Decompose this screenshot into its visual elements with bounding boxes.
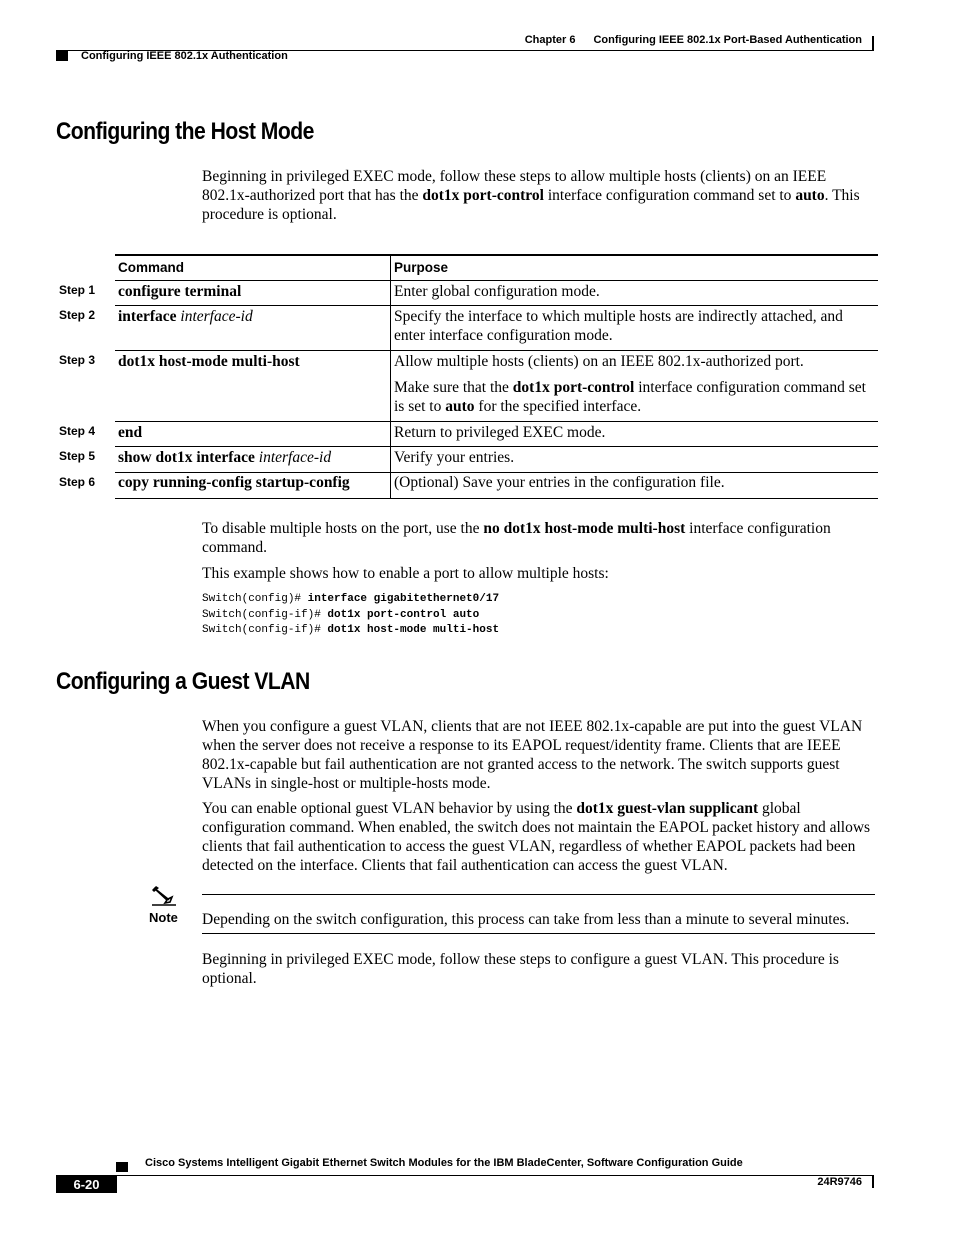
text: You can enable optional guest VLAN behavior by using the xyxy=(202,800,577,817)
col-divider xyxy=(390,447,391,472)
page-number: 6-20 xyxy=(56,1175,117,1193)
code-prompt: Switch(config-if)# xyxy=(202,608,328,621)
purpose-cell: Verify your entries. xyxy=(394,449,515,466)
command-cell xyxy=(118,307,253,326)
table-row xyxy=(59,447,878,473)
col-purpose-header: Purpose xyxy=(394,260,449,275)
col-divider xyxy=(390,422,391,446)
command-argument: interface-id xyxy=(258,449,332,466)
command-keyword: no dot1x host-mode multi-host xyxy=(483,520,686,537)
col-divider xyxy=(390,306,391,350)
section-title-guest-vlan: Configuring a Guest VLAN xyxy=(56,668,310,695)
command-keyword: dot1x port-control xyxy=(512,379,635,396)
command-cell xyxy=(118,352,300,371)
step-label: Step 3 xyxy=(59,353,96,367)
command-keyword: auto xyxy=(795,187,825,204)
purpose-cell: Enter global configuration mode. xyxy=(394,283,600,300)
section-title-host-mode: Configuring the Host Mode xyxy=(56,118,314,145)
header-vertical-bar xyxy=(872,36,874,50)
text: global configuration command. When enabled, the switch does not maintain the EAPOL packet history and allows clients that fail authentication to access the guest VLAN, regardless of whether EAPOL packets had been detected on the interface. Clients that fail authentication can access the guest VLAN. xyxy=(202,800,871,874)
header-marker xyxy=(56,51,68,61)
text: To disable multiple hosts on the port, use the xyxy=(202,520,484,537)
table-row xyxy=(59,422,878,447)
step-label: Step 5 xyxy=(59,449,96,463)
chapter-title: Configuring IEEE 802.1x Port-Based Authentication xyxy=(593,34,862,46)
code-command: dot1x port-control auto xyxy=(327,608,480,621)
step-label: Step 1 xyxy=(59,283,96,297)
command-keyword: show dot1x interface xyxy=(118,449,255,466)
footer-marker xyxy=(116,1162,128,1172)
code-example xyxy=(202,592,499,639)
note-top-rule xyxy=(202,894,875,895)
purpose-cell: Specify the interface to which multiple hosts are indirectly attached, and enter interface configuration mode. xyxy=(394,308,843,344)
text: interface configuration command set is set to xyxy=(394,379,866,415)
code-prompt: Switch(config-if)# xyxy=(202,624,328,636)
table-row xyxy=(59,281,878,306)
text: . This procedure is optional. xyxy=(202,187,860,223)
guest-vlan-paragraph-1: When you configure a guest VLAN, clients that are not IEEE 802.1x-capable are put into the guest VLAN when the server does not receive a response to its EAPOL request/identity frame. Clients that are IEEE 802.1x-capable but fail authentication are not granted access to the network. The switch supports guest VLANs in single-host or multiple-hosts mode. xyxy=(202,718,863,792)
step-label: Step 2 xyxy=(59,308,96,322)
text: interface configuration command set to xyxy=(543,187,796,204)
command-keyword: configure terminal xyxy=(118,283,242,300)
table-header-row xyxy=(115,256,878,281)
example-intro: This example shows how to enable a port to allow multiple hosts: xyxy=(202,565,609,582)
note-bottom-rule xyxy=(202,933,875,934)
code-command: interface gigabitethernet0/17 xyxy=(307,593,500,605)
host-mode-intro xyxy=(202,167,874,224)
command-cell xyxy=(118,423,142,442)
step-label: Step 6 xyxy=(59,475,96,489)
purpose-cell-note xyxy=(394,378,874,416)
purpose-cell: Return to privileged EXEC mode. xyxy=(394,424,606,441)
table-row xyxy=(59,351,878,422)
text: Beginning in privileged EXEC mode, follow these steps to allow multiple hosts (clients) on an IEEE 802.1x-authorized port that has the xyxy=(202,168,827,204)
command-keyword: interface xyxy=(118,308,177,325)
col-divider xyxy=(390,351,391,421)
command-cell xyxy=(118,473,350,492)
command-keyword: dot1x host-mode multi-host xyxy=(118,353,300,370)
command-argument: interface-id xyxy=(180,308,253,325)
pencil-note-icon xyxy=(150,884,178,908)
command-keyword: auto xyxy=(445,398,475,415)
code-prompt: Switch(config)# xyxy=(202,593,308,605)
purpose-cell: Allow multiple hosts (clients) on an IEEE 802.1x-authorized port. xyxy=(394,353,804,370)
text: interface configuration command. xyxy=(202,520,831,556)
purpose-cell: (Optional) Save your entries in the configuration file. xyxy=(394,474,725,491)
table-row xyxy=(59,306,878,351)
command-keyword: dot1x port-control xyxy=(422,187,544,204)
col-divider xyxy=(390,473,391,498)
footer-vertical-bar xyxy=(872,1176,874,1188)
footer-rule xyxy=(116,1175,874,1176)
note-label: Note xyxy=(149,910,178,925)
disable-multihost-paragraph xyxy=(202,519,874,557)
step-label: Step 4 xyxy=(59,424,96,438)
text: for the specified interface. xyxy=(474,398,642,415)
footer-book-title: Cisco Systems Intelligent Gigabit Ethernet Switch Modules for the IBM BladeCenter, Software Configuration Guide xyxy=(145,1157,743,1169)
guest-vlan-paragraph-2 xyxy=(202,799,874,875)
command-cell xyxy=(118,282,241,301)
code-command: dot1x host-mode multi-host xyxy=(327,624,500,636)
running-header-section: Configuring IEEE 802.1x Authentication xyxy=(81,50,288,62)
table-row xyxy=(59,473,878,499)
command-keyword: end xyxy=(118,424,143,441)
col-divider xyxy=(390,281,391,305)
note-text: Depending on the switch configuration, this process can take from less than a minute to several minutes. xyxy=(202,911,850,928)
text: Make sure that the xyxy=(394,379,513,396)
command-cell xyxy=(118,448,331,467)
running-header-chapter xyxy=(525,34,862,46)
col-command-header: Command xyxy=(118,260,185,275)
guest-vlan-steps-intro: Beginning in privileged EXEC mode, follow these steps to configure a guest VLAN. This procedure is optional. xyxy=(202,951,839,987)
command-keyword: dot1x guest-vlan supplicant xyxy=(576,800,759,817)
footer-doc-number: 24R9746 xyxy=(817,1176,862,1188)
chapter-number: Chapter 6 xyxy=(524,34,576,46)
col-divider xyxy=(390,256,391,280)
command-keyword: copy running-config startup-config xyxy=(118,474,350,491)
